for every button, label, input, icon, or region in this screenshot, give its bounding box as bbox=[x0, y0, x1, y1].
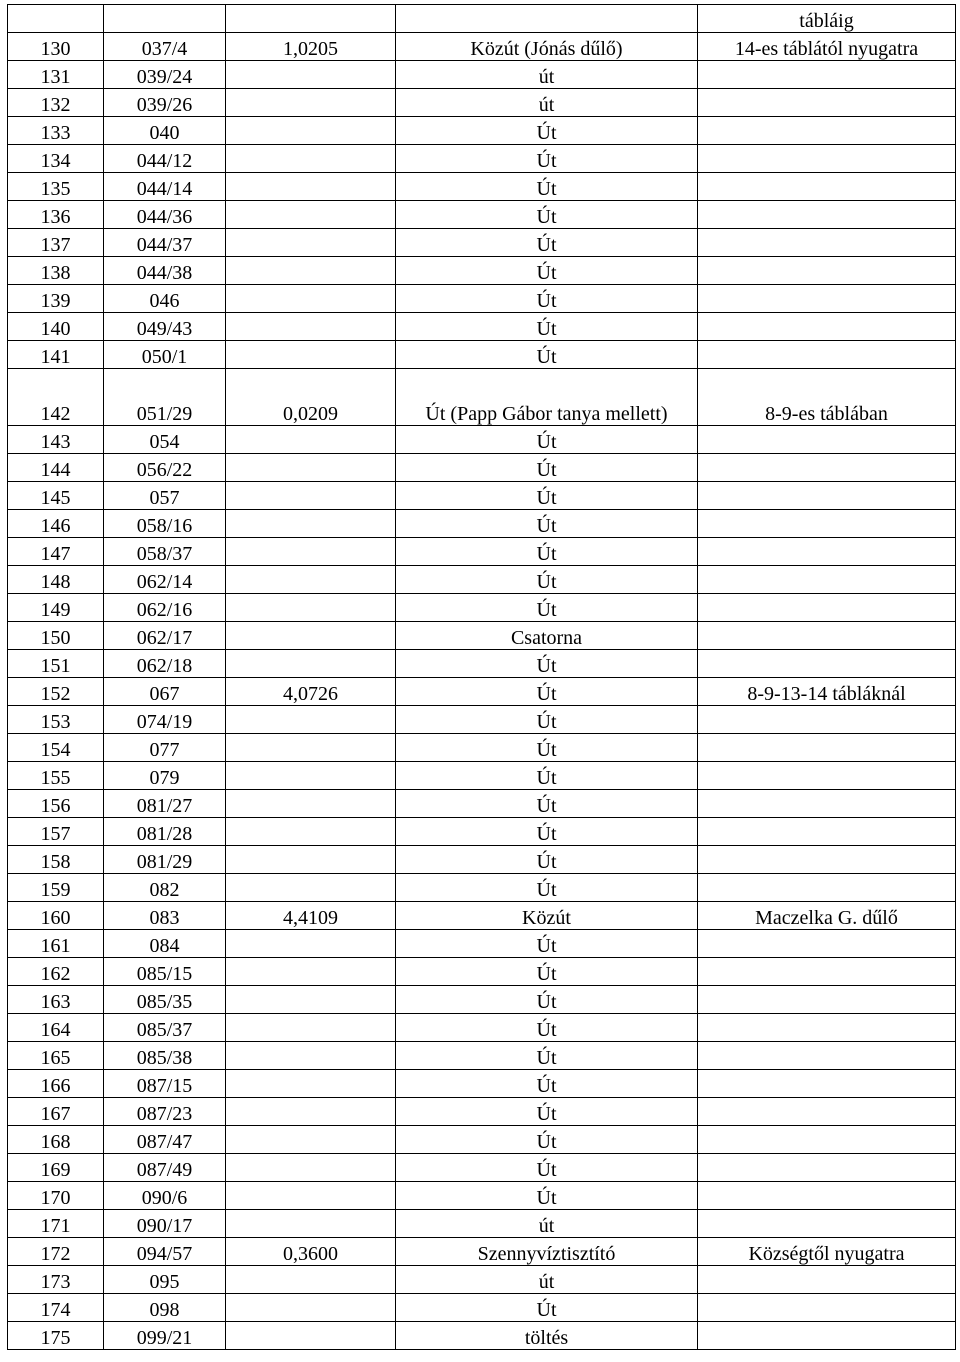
designation-cell: Út bbox=[396, 790, 698, 818]
parcel-number-cell: 081/28 bbox=[104, 818, 226, 846]
area-cell bbox=[226, 313, 396, 341]
area-cell bbox=[226, 454, 396, 482]
parcel-number-cell: 085/15 bbox=[104, 958, 226, 986]
location-cell bbox=[698, 285, 956, 313]
designation-cell: Út bbox=[396, 173, 698, 201]
row-number-cell: 135 bbox=[8, 173, 104, 201]
parcel-number-cell: 095 bbox=[104, 1266, 226, 1294]
location-cell bbox=[698, 846, 956, 874]
designation-cell: Út bbox=[396, 762, 698, 790]
table-row bbox=[8, 1154, 956, 1182]
table-row bbox=[8, 201, 956, 229]
location-cell bbox=[698, 790, 956, 818]
row-number-cell: 168 bbox=[8, 1126, 104, 1154]
table-row bbox=[8, 61, 956, 89]
table-row bbox=[8, 33, 956, 61]
area-cell bbox=[226, 594, 396, 622]
row-number-cell: 134 bbox=[8, 145, 104, 173]
row-number-cell: 151 bbox=[8, 650, 104, 678]
designation-cell: Út bbox=[396, 145, 698, 173]
parcel-table-body bbox=[8, 5, 956, 1350]
table-row bbox=[8, 1182, 956, 1210]
location-cell bbox=[698, 818, 956, 846]
parcel-number-cell: 051/29 bbox=[104, 369, 226, 426]
table-row bbox=[8, 734, 956, 762]
area-cell bbox=[226, 958, 396, 986]
designation-cell: Út bbox=[396, 538, 698, 566]
row-number-cell: 133 bbox=[8, 117, 104, 145]
designation-cell: Út bbox=[396, 1014, 698, 1042]
parcel-number-cell: 054 bbox=[104, 426, 226, 454]
parcel-number-cell: 039/24 bbox=[104, 61, 226, 89]
location-cell bbox=[698, 622, 956, 650]
designation-cell: Közút (Jónás dűlő) bbox=[396, 33, 698, 61]
designation-cell: Út bbox=[396, 818, 698, 846]
parcel-number-cell: 099/21 bbox=[104, 1322, 226, 1350]
table-row bbox=[8, 89, 956, 117]
table-row bbox=[8, 145, 956, 173]
table-row bbox=[8, 1098, 956, 1126]
designation-cell: Közút bbox=[396, 902, 698, 930]
row-number-cell: 141 bbox=[8, 341, 104, 369]
location-cell bbox=[698, 426, 956, 454]
designation-cell: út bbox=[396, 1210, 698, 1238]
location-cell: 8-9-13-14 tábláknál bbox=[698, 678, 956, 706]
table-row bbox=[8, 650, 956, 678]
table-row bbox=[8, 341, 956, 369]
designation-cell: Út bbox=[396, 257, 698, 285]
row-number-cell: 149 bbox=[8, 594, 104, 622]
parcel-number-cell: 074/19 bbox=[104, 706, 226, 734]
location-cell bbox=[698, 1322, 956, 1350]
parcel-number-cell: 085/37 bbox=[104, 1014, 226, 1042]
row-number-cell: 163 bbox=[8, 986, 104, 1014]
row-number-cell: 170 bbox=[8, 1182, 104, 1210]
area-cell bbox=[226, 846, 396, 874]
location-cell bbox=[698, 510, 956, 538]
row-number-cell: 169 bbox=[8, 1154, 104, 1182]
parcel-number-cell: 090/17 bbox=[104, 1210, 226, 1238]
area-cell bbox=[226, 622, 396, 650]
area-cell bbox=[226, 1294, 396, 1322]
location-cell bbox=[698, 482, 956, 510]
location-cell bbox=[698, 1098, 956, 1126]
row-number-cell: 164 bbox=[8, 1014, 104, 1042]
location-cell bbox=[698, 1266, 956, 1294]
table-row bbox=[8, 1014, 956, 1042]
parcel-table bbox=[7, 4, 956, 1350]
location-cell bbox=[698, 61, 956, 89]
area-cell bbox=[226, 117, 396, 145]
area-cell bbox=[226, 734, 396, 762]
designation-cell: Út bbox=[396, 285, 698, 313]
row-number-cell: 145 bbox=[8, 482, 104, 510]
designation-cell: Út bbox=[396, 1294, 698, 1322]
row-number-cell bbox=[8, 5, 104, 33]
location-cell bbox=[698, 594, 956, 622]
table-row bbox=[8, 818, 956, 846]
location-cell bbox=[698, 734, 956, 762]
location-cell bbox=[698, 1182, 956, 1210]
area-cell bbox=[226, 61, 396, 89]
table-row bbox=[8, 454, 956, 482]
area-cell bbox=[226, 1154, 396, 1182]
table-row bbox=[8, 678, 956, 706]
location-cell bbox=[698, 1014, 956, 1042]
table-row bbox=[8, 1238, 956, 1266]
row-number-cell: 174 bbox=[8, 1294, 104, 1322]
location-cell bbox=[698, 930, 956, 958]
designation-cell: Út bbox=[396, 1098, 698, 1126]
designation-cell: Út bbox=[396, 426, 698, 454]
area-cell bbox=[226, 762, 396, 790]
row-number-cell: 159 bbox=[8, 874, 104, 902]
designation-cell bbox=[396, 5, 698, 33]
designation-cell: Út bbox=[396, 341, 698, 369]
location-cell: 8-9-es táblában bbox=[698, 369, 956, 426]
area-cell bbox=[226, 706, 396, 734]
designation-cell: Út bbox=[396, 678, 698, 706]
location-cell bbox=[698, 1070, 956, 1098]
row-number-cell: 150 bbox=[8, 622, 104, 650]
designation-cell: Út (Papp Gábor tanya mellett) bbox=[396, 369, 698, 426]
table-row bbox=[8, 958, 956, 986]
designation-cell: Út bbox=[396, 650, 698, 678]
area-cell bbox=[226, 1126, 396, 1154]
designation-cell: Szennyvíztisztító bbox=[396, 1238, 698, 1266]
parcel-number-cell: 090/6 bbox=[104, 1182, 226, 1210]
designation-cell: Út bbox=[396, 313, 698, 341]
location-cell bbox=[698, 1042, 956, 1070]
location-cell bbox=[698, 201, 956, 229]
parcel-number-cell: 082 bbox=[104, 874, 226, 902]
table-row bbox=[8, 229, 956, 257]
parcel-number-cell: 081/29 bbox=[104, 846, 226, 874]
parcel-number-cell: 044/38 bbox=[104, 257, 226, 285]
table-row bbox=[8, 1126, 956, 1154]
parcel-number-cell: 094/57 bbox=[104, 1238, 226, 1266]
table-row bbox=[8, 510, 956, 538]
location-cell bbox=[698, 89, 956, 117]
area-cell bbox=[226, 1322, 396, 1350]
designation-cell: Út bbox=[396, 706, 698, 734]
table-row bbox=[8, 986, 956, 1014]
row-number-cell: 131 bbox=[8, 61, 104, 89]
table-row bbox=[8, 762, 956, 790]
table-row bbox=[8, 846, 956, 874]
table-row bbox=[8, 369, 956, 426]
area-cell bbox=[226, 650, 396, 678]
area-cell bbox=[226, 229, 396, 257]
row-number-cell: 171 bbox=[8, 1210, 104, 1238]
table-row bbox=[8, 622, 956, 650]
designation-cell: Út bbox=[396, 1154, 698, 1182]
location-cell bbox=[698, 1294, 956, 1322]
table-row bbox=[8, 482, 956, 510]
parcel-number-cell: 058/37 bbox=[104, 538, 226, 566]
location-cell bbox=[698, 986, 956, 1014]
parcel-number-cell: 062/16 bbox=[104, 594, 226, 622]
location-cell bbox=[698, 173, 956, 201]
row-number-cell: 132 bbox=[8, 89, 104, 117]
area-cell bbox=[226, 89, 396, 117]
row-number-cell: 162 bbox=[8, 958, 104, 986]
area-cell bbox=[226, 538, 396, 566]
area-cell bbox=[226, 173, 396, 201]
area-cell bbox=[226, 1042, 396, 1070]
row-number-cell: 137 bbox=[8, 229, 104, 257]
table-row bbox=[8, 117, 956, 145]
parcel-number-cell: 037/4 bbox=[104, 33, 226, 61]
designation-cell: Út bbox=[396, 986, 698, 1014]
designation-cell: Út bbox=[396, 958, 698, 986]
table-row bbox=[8, 426, 956, 454]
area-cell bbox=[226, 1098, 396, 1126]
location-cell bbox=[698, 874, 956, 902]
row-number-cell: 142 bbox=[8, 369, 104, 426]
designation-cell: Út bbox=[396, 454, 698, 482]
parcel-number-cell: 098 bbox=[104, 1294, 226, 1322]
location-cell bbox=[698, 313, 956, 341]
designation-cell: Út bbox=[396, 229, 698, 257]
area-cell bbox=[226, 482, 396, 510]
area-cell bbox=[226, 874, 396, 902]
parcel-number-cell: 087/23 bbox=[104, 1098, 226, 1126]
row-number-cell: 144 bbox=[8, 454, 104, 482]
designation-cell: út bbox=[396, 89, 698, 117]
parcel-number-cell: 049/43 bbox=[104, 313, 226, 341]
area-cell bbox=[226, 257, 396, 285]
designation-cell: út bbox=[396, 1266, 698, 1294]
table-row bbox=[8, 566, 956, 594]
row-number-cell: 139 bbox=[8, 285, 104, 313]
parcel-number-cell: 077 bbox=[104, 734, 226, 762]
table-row bbox=[8, 706, 956, 734]
designation-cell: Út bbox=[396, 874, 698, 902]
area-cell bbox=[226, 930, 396, 958]
parcel-number-cell: 087/49 bbox=[104, 1154, 226, 1182]
table-row bbox=[8, 257, 956, 285]
location-cell bbox=[698, 1126, 956, 1154]
area-cell bbox=[226, 145, 396, 173]
area-cell: 0,0209 bbox=[226, 369, 396, 426]
table-row bbox=[8, 930, 956, 958]
parcel-number-cell: 079 bbox=[104, 762, 226, 790]
table-row bbox=[8, 902, 956, 930]
area-cell: 4,0726 bbox=[226, 678, 396, 706]
parcel-number-cell: 087/15 bbox=[104, 1070, 226, 1098]
designation-cell: Út bbox=[396, 566, 698, 594]
location-cell bbox=[698, 341, 956, 369]
row-number-cell: 172 bbox=[8, 1238, 104, 1266]
area-cell bbox=[226, 986, 396, 1014]
row-number-cell: 152 bbox=[8, 678, 104, 706]
row-number-cell: 140 bbox=[8, 313, 104, 341]
area-cell bbox=[226, 566, 396, 594]
designation-cell: Út bbox=[396, 482, 698, 510]
designation-cell: Út bbox=[396, 201, 698, 229]
location-cell bbox=[698, 762, 956, 790]
table-row bbox=[8, 538, 956, 566]
parcel-number-cell: 056/22 bbox=[104, 454, 226, 482]
row-number-cell: 161 bbox=[8, 930, 104, 958]
designation-cell: út bbox=[396, 61, 698, 89]
designation-cell: Csatorna bbox=[396, 622, 698, 650]
table-row bbox=[8, 874, 956, 902]
row-number-cell: 166 bbox=[8, 1070, 104, 1098]
parcel-number-cell: 085/35 bbox=[104, 986, 226, 1014]
location-cell: Községtől nyugatra bbox=[698, 1238, 956, 1266]
area-cell: 4,4109 bbox=[226, 902, 396, 930]
area-cell bbox=[226, 285, 396, 313]
row-number-cell: 130 bbox=[8, 33, 104, 61]
parcel-number-cell: 084 bbox=[104, 930, 226, 958]
location-cell bbox=[698, 958, 956, 986]
location-cell bbox=[698, 257, 956, 285]
row-number-cell: 155 bbox=[8, 762, 104, 790]
location-cell bbox=[698, 650, 956, 678]
table-row bbox=[8, 173, 956, 201]
location-cell bbox=[698, 706, 956, 734]
parcel-number-cell: 044/37 bbox=[104, 229, 226, 257]
row-number-cell: 147 bbox=[8, 538, 104, 566]
designation-cell: Út bbox=[396, 1070, 698, 1098]
area-cell bbox=[226, 201, 396, 229]
table-row bbox=[8, 790, 956, 818]
parcel-number-cell: 039/26 bbox=[104, 89, 226, 117]
location-cell bbox=[698, 229, 956, 257]
designation-cell: Út bbox=[396, 594, 698, 622]
table-row bbox=[8, 594, 956, 622]
parcel-number-cell: 062/18 bbox=[104, 650, 226, 678]
designation-cell: töltés bbox=[396, 1322, 698, 1350]
table-row bbox=[8, 1266, 956, 1294]
table-row bbox=[8, 1042, 956, 1070]
row-number-cell: 160 bbox=[8, 902, 104, 930]
parcel-number-cell: 062/14 bbox=[104, 566, 226, 594]
area-cell: 1,0205 bbox=[226, 33, 396, 61]
area-cell bbox=[226, 1070, 396, 1098]
location-cell bbox=[698, 454, 956, 482]
row-number-cell: 175 bbox=[8, 1322, 104, 1350]
row-number-cell: 158 bbox=[8, 846, 104, 874]
parcel-number-cell: 046 bbox=[104, 285, 226, 313]
area-cell bbox=[226, 426, 396, 454]
location-cell: tábláig bbox=[698, 5, 956, 33]
parcel-number-cell: 067 bbox=[104, 678, 226, 706]
parcel-number-cell: 044/14 bbox=[104, 173, 226, 201]
area-cell bbox=[226, 1182, 396, 1210]
location-cell bbox=[698, 1154, 956, 1182]
location-cell bbox=[698, 145, 956, 173]
area-cell bbox=[226, 341, 396, 369]
parcel-number-cell: 062/17 bbox=[104, 622, 226, 650]
designation-cell: Út bbox=[396, 1126, 698, 1154]
row-number-cell: 148 bbox=[8, 566, 104, 594]
table-row bbox=[8, 5, 956, 33]
location-cell bbox=[698, 566, 956, 594]
area-cell bbox=[226, 1210, 396, 1238]
row-number-cell: 156 bbox=[8, 790, 104, 818]
parcel-number-cell: 058/16 bbox=[104, 510, 226, 538]
table-row bbox=[8, 313, 956, 341]
row-number-cell: 138 bbox=[8, 257, 104, 285]
row-number-cell: 157 bbox=[8, 818, 104, 846]
table-row bbox=[8, 1070, 956, 1098]
location-cell: Maczelka G. dűlő bbox=[698, 902, 956, 930]
area-cell bbox=[226, 1014, 396, 1042]
parcel-number-cell: 040 bbox=[104, 117, 226, 145]
location-cell: 14-es táblától nyugatra bbox=[698, 33, 956, 61]
row-number-cell: 165 bbox=[8, 1042, 104, 1070]
designation-cell: Út bbox=[396, 117, 698, 145]
row-number-cell: 153 bbox=[8, 706, 104, 734]
row-number-cell: 154 bbox=[8, 734, 104, 762]
parcel-number-cell bbox=[104, 5, 226, 33]
parcel-number-cell: 081/27 bbox=[104, 790, 226, 818]
row-number-cell: 143 bbox=[8, 426, 104, 454]
location-cell bbox=[698, 117, 956, 145]
table-row bbox=[8, 1210, 956, 1238]
designation-cell: Út bbox=[396, 1042, 698, 1070]
designation-cell: Út bbox=[396, 510, 698, 538]
parcel-number-cell: 057 bbox=[104, 482, 226, 510]
designation-cell: Út bbox=[396, 1182, 698, 1210]
area-cell: 0,3600 bbox=[226, 1238, 396, 1266]
area-cell bbox=[226, 1266, 396, 1294]
row-number-cell: 136 bbox=[8, 201, 104, 229]
location-cell bbox=[698, 1210, 956, 1238]
designation-cell: Út bbox=[396, 846, 698, 874]
table-row bbox=[8, 285, 956, 313]
parcel-number-cell: 085/38 bbox=[104, 1042, 226, 1070]
parcel-number-cell: 087/47 bbox=[104, 1126, 226, 1154]
parcel-number-cell: 044/36 bbox=[104, 201, 226, 229]
area-cell bbox=[226, 510, 396, 538]
designation-cell: Út bbox=[396, 734, 698, 762]
document-page bbox=[7, 4, 955, 1350]
parcel-number-cell: 044/12 bbox=[104, 145, 226, 173]
table-row bbox=[8, 1294, 956, 1322]
location-cell bbox=[698, 538, 956, 566]
parcel-number-cell: 083 bbox=[104, 902, 226, 930]
table-row bbox=[8, 1322, 956, 1350]
area-cell bbox=[226, 790, 396, 818]
designation-cell: Út bbox=[396, 930, 698, 958]
parcel-number-cell: 050/1 bbox=[104, 341, 226, 369]
area-cell bbox=[226, 818, 396, 846]
area-cell bbox=[226, 5, 396, 33]
row-number-cell: 167 bbox=[8, 1098, 104, 1126]
row-number-cell: 146 bbox=[8, 510, 104, 538]
row-number-cell: 173 bbox=[8, 1266, 104, 1294]
